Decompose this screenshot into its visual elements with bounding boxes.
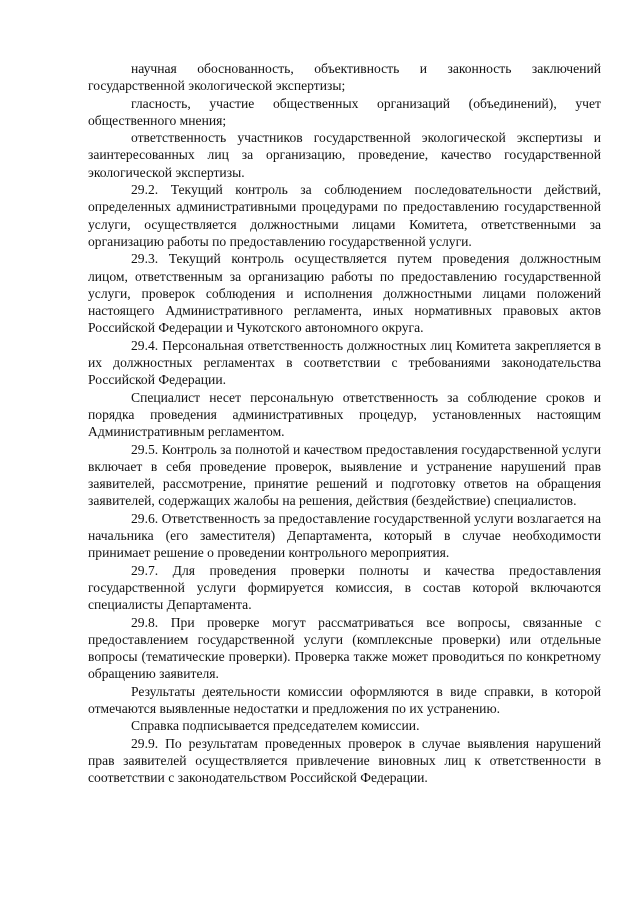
paragraph-29-9: 29.9. По результатам проведенных проверок в случае выявления нарушений прав заявителей осуществляется привлечение виновных лиц к ответственности в соответствии с законодательством Российской Федерации. <box>88 735 601 786</box>
paragraph-29-3: 29.3. Текущий контроль осуществляется путем проведения должностным лицом, ответственным за организацию работы по предоставлению государственной услуги, проверок соблюдения и исполнения должностными лицами положений настоящего Административного регламента, иных нормативных правовых актов Российской Федерации и Чукотского автономного округа. <box>88 251 601 336</box>
paragraph-29-4: 29.4. Персональная ответственность должностных лиц Комитета закрепляется в их должностных регламентах в соответствии с требованиями законодательства Российской Федерации. <box>88 337 601 388</box>
document-body <box>88 60 601 786</box>
paragraph: Справка подписывается председателем комиссии. <box>131 718 420 734</box>
paragraph: ответственность участников государственной экологической экспертизы и заинтересованных лиц за организацию, проведение, качество государственной экологической экспертизы. <box>88 130 601 180</box>
paragraph-29-8: 29.8. При проверке могут рассматриваться все вопросы, связанные с предоставлением государственной услуги (комплексные проверки) или отдельные вопросы (тематические проверки). Проверка также может проводиться по конкретному обращению заявителя. <box>88 614 601 682</box>
paragraph: научная обоснованность, объективность и законность заключений государственной экологической экспертизы; <box>88 61 601 94</box>
paragraph: Специалист несет персональную ответственность за соблюдение сроков и порядка проведения административных процедур, установленных настоящим Административным регламентом. <box>88 389 601 440</box>
paragraph-29-5: 29.5. Контроль за полнотой и качеством предоставления государственной услуги включает в себя проведение проверок, выявление и устранение нарушений прав заявителей, рассмотрение, принятие решений и подготовку ответов на обращения заявителей, содержащих жалобы на решения, действия (бездействие) специалистов. <box>88 441 601 509</box>
paragraph-29-7: 29.7. Для проведения проверки полноты и качества предоставления государственной услуги формируется комиссия, в состав которой включаются специалисты Департамента. <box>88 562 601 613</box>
paragraph: Результаты деятельности комиссии оформляются в виде справки, в которой отмечаются выявленные недостатки и предложения по их устранению. <box>88 683 601 716</box>
paragraph-29-6: 29.6. Ответственность за предоставление государственной услуги возлагается на начальника (его заместителя) Департамента, который в случае необходимости принимает решение о проведении контрольного мероприятия. <box>88 510 601 561</box>
paragraph-29-2: 29.2. Текущий контроль за соблюдением последовательности действий, определенных административными процедурами по предоставлению государственной услуги, осуществляется должностными лицами Комитета, ответственными за организацию работы по предоставлению государственной услуги. <box>88 182 601 249</box>
paragraph: гласность, участие общественных организаций (объединений), учет общественного мнения; <box>88 95 601 128</box>
